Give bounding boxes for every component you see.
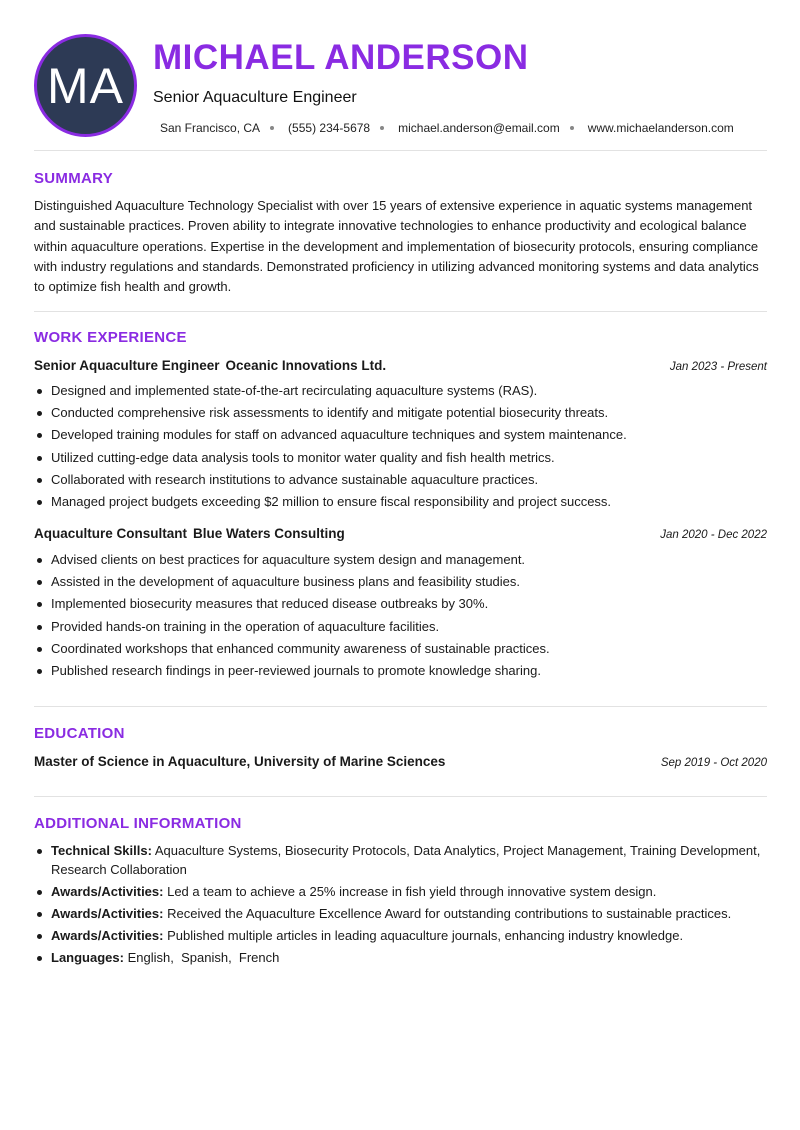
list-item: Published research findings in peer-reviewed journals to promote knowledge sharing. [34, 660, 767, 682]
job-bullets [34, 380, 767, 513]
list-item [34, 949, 767, 968]
info-label: Awards/Activities: [51, 883, 164, 899]
list-item: Conducted comprehensive risk assessments to identify and mitigate potential biosecurity threats. [34, 402, 767, 424]
info-text: Published multiple articles in leading aquaculture journals, enhancing industry knowledge. [167, 928, 684, 944]
info-label: Technical Skills: [51, 843, 152, 858]
separator-dot [270, 126, 274, 130]
list-item [34, 842, 767, 879]
education-heading: EDUCATION [34, 725, 125, 742]
list-item: Provided hands-on training in the operation of aquaculture facilities. [34, 616, 767, 638]
language: English [127, 950, 171, 966]
list-item: Developed training modules for staff on advanced aquaculture techniques and system maintenance. [34, 424, 767, 446]
divider [34, 150, 767, 151]
avatar-initials: MA [47, 57, 124, 114]
summary-text: Distinguished Aquaculture Technology Specialist with over 15 years of extensive experience in aquatic systems management and sustainable practices. Proven ability to integrate innovative technologies to enhance productivity and ecological balance within aquaculture operations. Expertise in the development and implementation of biosecurity protocols, ensuring compliance with industry regulations and standards. Demonstrated proficiency in utilizing advanced monitoring systems and data analytics to optimize fish health and growth. [34, 198, 759, 295]
contact-bar [160, 121, 734, 135]
job-header [34, 358, 767, 373]
info-label: Awards/Activities: [51, 905, 164, 921]
divider [34, 311, 767, 312]
contact-phone[interactable]: (555) 234-5678 [288, 121, 371, 135]
list-item: Collaborated with research institutions to advance sustainable aquaculture practices. [34, 469, 767, 491]
divider [34, 796, 767, 797]
education-degree: Master of Science in Aquaculture, University of Marine Sciences [34, 754, 446, 769]
info-label: Languages: [51, 950, 124, 966]
info-text: Received the Aquaculture Excellence Award for outstanding contributions to sustainable practices. [167, 905, 732, 921]
list-item [34, 905, 767, 924]
list-item: Coordinated workshops that enhanced community awareness of sustainable practices. [34, 638, 767, 660]
list-item: Managed project budgets exceeding $2 million to ensure fiscal responsibility and project success. [34, 491, 767, 513]
job-company: Blue Waters Consulting [193, 526, 345, 541]
education-entry [34, 754, 767, 769]
list-item: Designed and implemented state-of-the-art recirculating aquaculture systems (RAS). [34, 380, 767, 402]
education-dates: Sep 2019 - Oct 2020 [660, 757, 767, 769]
additional-info-heading: ADDITIONAL INFORMATION [34, 815, 242, 832]
list-item: Assisted in the development of aquaculture business plans and feasibility studies. [34, 571, 767, 593]
languages [128, 950, 280, 965]
contact-location: San Francisco, CA [160, 121, 261, 135]
list-item: Utilized cutting-edge data analysis tools to monitor water quality and fish health metrics. [34, 447, 767, 469]
info-label: Awards/Activities: [51, 928, 164, 944]
info-text: Led a team to achieve a 25% increase in fish yield through innovative system design. [167, 883, 657, 899]
avatar [34, 34, 137, 137]
list-item [34, 883, 767, 902]
separator-dot [380, 126, 384, 130]
work-experience-heading: WORK EXPERIENCE [34, 329, 187, 346]
job-role: Senior Aquaculture Engineer [34, 358, 220, 373]
job-header [34, 526, 767, 541]
job-dates: Jan 2020 - Dec 2022 [660, 529, 767, 541]
list-item: Advised clients on best practices for aquaculture system design and management. [34, 549, 767, 571]
job-role-line [34, 526, 345, 541]
language: , Spanish [170, 950, 228, 965]
job-dates: Jan 2023 - Present [669, 361, 767, 373]
separator-dot [570, 126, 574, 130]
info-text: Aquaculture Systems, Biosecurity Protocols, Data Analytics, Project Management, Training Development, Research Collaboration [51, 843, 761, 877]
contact-website[interactable]: www.michaelanderson.com [587, 121, 734, 135]
summary-heading: SUMMARY [34, 170, 114, 187]
list-item: Implemented biosecurity measures that reduced disease outbreaks by 30%. [34, 593, 767, 615]
candidate-name: MICHAEL ANDERSON [153, 38, 529, 77]
contact-email[interactable]: michael.anderson@email.com [398, 121, 560, 135]
job-company: Oceanic Innovations Ltd. [225, 358, 387, 373]
divider [34, 706, 767, 707]
candidate-title: Senior Aquaculture Engineer [153, 89, 357, 106]
job-role: Aquaculture Consultant [34, 526, 188, 541]
job-role-line [34, 358, 386, 373]
additional-info-list [34, 842, 767, 971]
list-item [34, 927, 767, 946]
job-bullets [34, 549, 767, 682]
language: , French [228, 950, 279, 965]
